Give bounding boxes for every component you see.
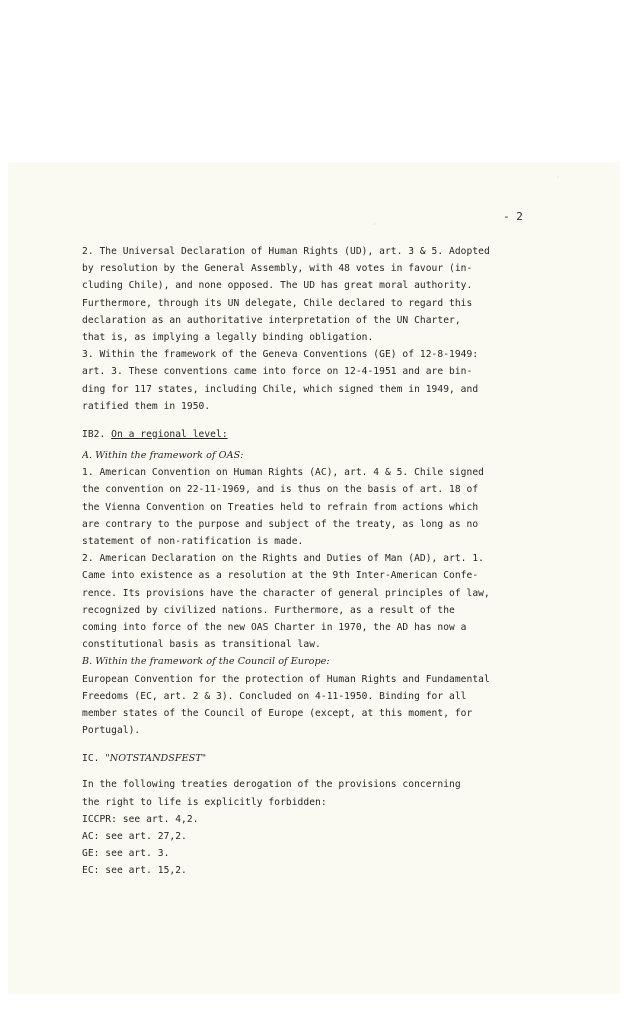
document-body bbox=[82, 243, 522, 880]
section-title: On a regional level: bbox=[111, 428, 228, 440]
section-title: "NOTSTANDSFEST" bbox=[105, 753, 207, 765]
paper-speck bbox=[373, 222, 376, 225]
paragraph-ec bbox=[82, 671, 522, 740]
treaty-reference: AC: see art. 27,2. bbox=[82, 831, 187, 842]
text-line: Portugal). bbox=[82, 725, 141, 737]
section-number: IC. bbox=[82, 753, 100, 765]
text-line: Furthermore, through its UN delegate, Chile declared to regard this bbox=[82, 297, 473, 309]
page-number: - 2 bbox=[503, 210, 523, 223]
paragraph-ud-ge bbox=[82, 243, 522, 415]
text-line: cluding Chile), and none opposed. The UD has great moral authority. bbox=[82, 280, 473, 292]
text-line: Came into existence as a resolution at the 9th Inter-American Confe- bbox=[82, 570, 479, 582]
subheading-oas: A. Within the framework of OAS: bbox=[82, 450, 244, 462]
text-line: art. 3. These conventions came into force on 12-4-1951 and are bin- bbox=[82, 366, 473, 378]
text-line: 2. The Universal Declaration of Human Rights (UD), art. 3 & 5. Adopted bbox=[82, 246, 490, 257]
text-line: ding for 117 states, including Chile, which signed them in 1949, and bbox=[82, 383, 479, 395]
text-line: declaration as an authoritative interpretation of the UN Charter, bbox=[82, 314, 461, 326]
paragraph-derogation bbox=[82, 776, 522, 879]
treaty-reference: GE: see art. 3. bbox=[82, 848, 170, 860]
section-heading-ib2 bbox=[82, 426, 522, 443]
text-line: recognized by civilized nations. Furthermore, as a result of the bbox=[82, 604, 455, 616]
text-line: coming into force of the new OAS Charter in 1970, the AD has now a bbox=[82, 621, 467, 633]
text-line: by resolution by the General Assembly, with 48 votes in favour (in- bbox=[82, 263, 473, 275]
text-line: member states of the Council of Europe (except, at this moment, for bbox=[82, 707, 473, 719]
text-line: the Vienna Convention on Treaties held to refrain from actions which bbox=[82, 501, 479, 513]
text-line: the right to life is explicitly forbidden: bbox=[82, 796, 327, 808]
text-line: statement of non-ratification is made. bbox=[82, 536, 304, 547]
text-line: 3. Within the framework of the Geneva Conventions (GE) of 12-8-1949: bbox=[82, 349, 479, 361]
text-line: Freedoms (EC, art. 2 & 3). Concluded on 4-11-1950. Binding for all bbox=[82, 690, 467, 702]
treaty-reference: ICCPR: see art. 4,2. bbox=[82, 813, 199, 825]
section-heading-ic bbox=[82, 750, 522, 767]
paper-speck bbox=[557, 176, 559, 178]
text-line: European Convention for the protection of Human Rights and Fundamental bbox=[82, 673, 490, 685]
text-line: are contrary to the purpose and subject of the treaty, as long as no bbox=[82, 518, 479, 530]
text-line: In the following treaties derogation of the provisions concerning bbox=[82, 779, 461, 791]
text-line: that is, as implying a legally binding obligation. bbox=[82, 331, 374, 343]
text-line: ratified them in 1950. bbox=[82, 400, 211, 412]
paragraph-ac-ad bbox=[82, 464, 522, 653]
treaty-reference: EC: see art. 15,2. bbox=[82, 865, 187, 877]
text-line: the convention on 22-11-1969, and is thus on the basis of art. 18 of bbox=[82, 484, 479, 496]
text-line: 2. American Declaration on the Rights and Duties of Man (AD), art. 1. bbox=[82, 553, 484, 565]
text-line: rence. Its provisions have the character of general principles of law, bbox=[82, 587, 490, 599]
subheading-council-of-europe: B. Within the framework of the Council of Europe: bbox=[82, 656, 330, 668]
section-number: IB2. bbox=[82, 428, 106, 440]
text-line: constitutional basis as transitional law. bbox=[82, 639, 321, 651]
text-line: 1. American Convention on Human Rights (AC), art. 4 & 5. Chile signed bbox=[82, 467, 484, 479]
